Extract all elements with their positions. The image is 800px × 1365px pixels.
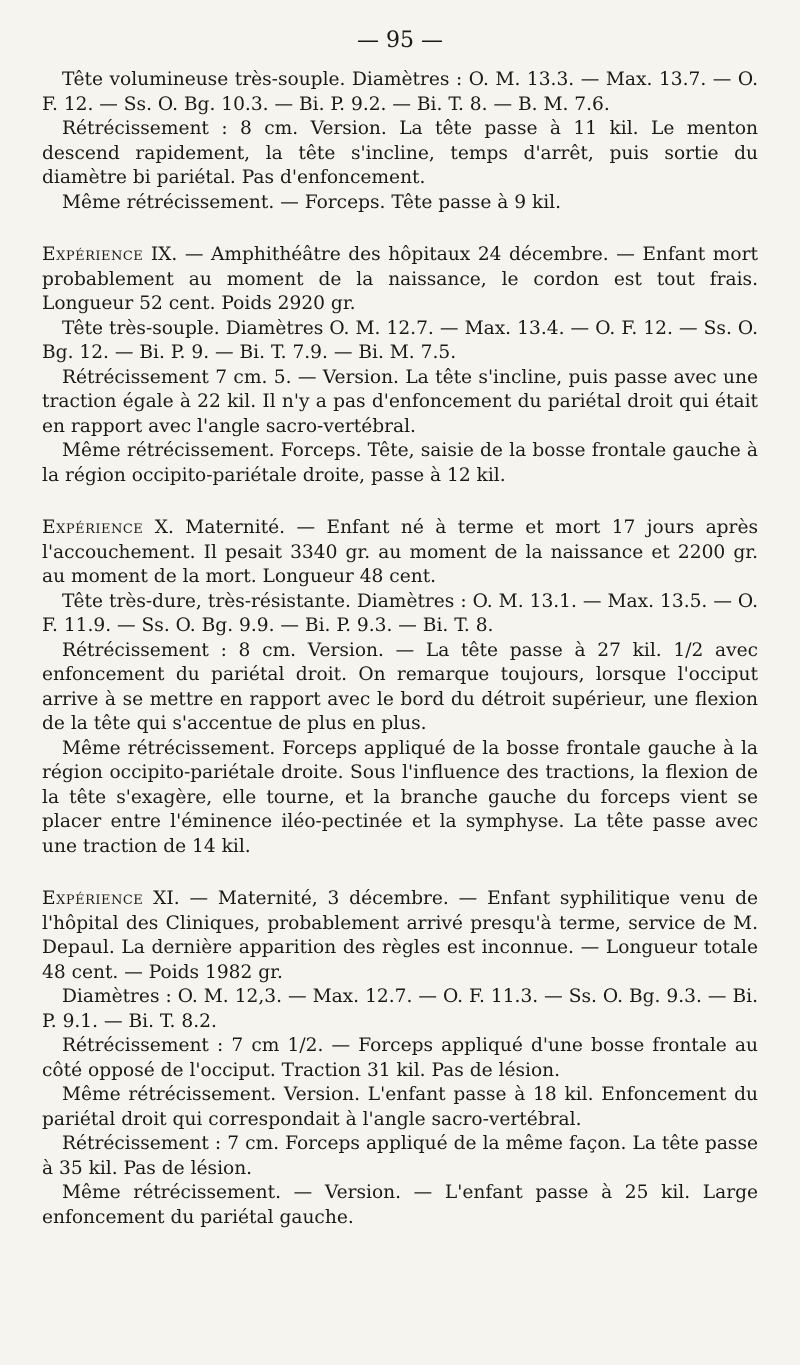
paragraph: Même rétrécissement. — Forceps. Tête passe à 9 kil. [62, 191, 562, 213]
section-gap [42, 859, 758, 887]
experiment-heading-xi: Expérience XI. — Maternité, 3 décembre. — Enfant syphilitique venu de l'hôpital des Cliniques, probablement arrivé presqu'à terme, service de M. Depaul. La dernière apparition des règles est inconnue. — Longueur totale 48 cent. — Poids 1982 gr. [42, 888, 758, 983]
paragraph: Rétrécissement : 7 cm 1/2. — Forceps appliqué d'une bosse frontale au côté opposé de l'occiput. Traction 31 kil. Pas de lésion. [42, 1035, 758, 1081]
paragraph: Même rétrécissement. Forceps appliqué de la bosse frontale gauche à la région occipito-pariétale droite. Sous l'influence des tractions, la flexion de la tête s'exagère, elle tourne, et la branche gauche du forceps vient se placer entre l'éminence iléo-pectinée et la symphyse. La tête passe avec une traction de 14 kil. [42, 737, 758, 857]
experiment-heading-x: Expérience X. Maternité. — Enfant né à terme et mort 17 jours après l'accouchement. Il pesait 3340 gr. au moment de la naissance et 2200 gr. au moment de la mort. Longueur 48 cent. [42, 517, 758, 587]
experiment-heading-ix: Expérience IX. — Amphithéâtre des hôpitaux 24 décembre. — Enfant mort probablement au moment de la naissance, le cordon est tout frais. Longueur 52 cent. Poids 2920 gr. [42, 244, 758, 314]
paragraph: Même rétrécissement. — Version. — L'enfant passe à 25 kil. Large enfoncement du pariétal gauche. [42, 1182, 758, 1228]
paragraph: Tête très-dure, très-résistante. Diamètres : O. M. 13.1. — Max. 13.5. — O. F. 11.9. — Ss. O. Bg. 9.9. — Bi. P. 9.3. — Bi. T. 8. [42, 590, 758, 636]
body-text [42, 68, 758, 1230]
paragraph: Même rétrécissement. Version. L'enfant passe à 18 kil. Enfoncement du pariétal droit qui correspondait à l'angle sacro-vertébral. [42, 1084, 758, 1130]
paragraph: Rétrécissement 7 cm. 5. — Version. La tête s'incline, puis passe avec une traction égale à 22 kil. Il n'y a pas d'enfoncement du pariétal droit qui était en rapport avec l'angle sacro-vertébral. [42, 366, 758, 437]
paragraph: Tête volumineuse très-souple. Diamètres : O. M. 13.3. — Max. 13.7. — O. F. 12. — Ss. O. Bg. 10.3. — Bi. P. 9.2. — Bi. T. 8. — B. M. 7.6. [42, 69, 758, 115]
paragraph: Diamètres : O. M. 12,3. — Max. 12.7. — O. F. 11.3. — Ss. O. Bg. 9.3. — Bi. P. 9.1. — Bi. T. 8.2. [42, 986, 758, 1032]
paragraph: Rétrécissement : 7 cm. Forceps appliqué de la même façon. La tête passe à 35 kil. Pas de lésion. [42, 1133, 758, 1179]
paragraph: Rétrécissement : 8 cm. Version. La tête passe à 11 kil. Le menton descend rapidement, la tête s'incline, temps d'arrêt, puis sortie du diamètre bi pariétal. Pas d'enfoncement. [42, 118, 758, 188]
section-gap [42, 488, 758, 516]
paragraph: Rétrécissement : 8 cm. Version. — La tête passe à 27 kil. 1/2 avec enfoncement du pariétal droit. On remarque toujours, lorsque l'occiput arrive à se mettre en rapport avec le bord du détroit supérieur, une flexion de la tête qui s'accentue de plus en plus. [42, 639, 758, 734]
paragraph: Tête très-souple. Diamètres O. M. 12.7. — Max. 13.4. — O. F. 12. — Ss. O. Bg. 12. — Bi. P. 9. — Bi. T. 7.9. — Bi. M. 7.5. [42, 317, 758, 363]
page-number: — 95 — [357, 28, 443, 53]
paragraph: Même rétrécissement. Forceps. Tête, saisie de la bosse frontale gauche à la région occipito-pariétale droite, passe à 12 kil. [42, 440, 758, 486]
section-gap [42, 215, 758, 243]
